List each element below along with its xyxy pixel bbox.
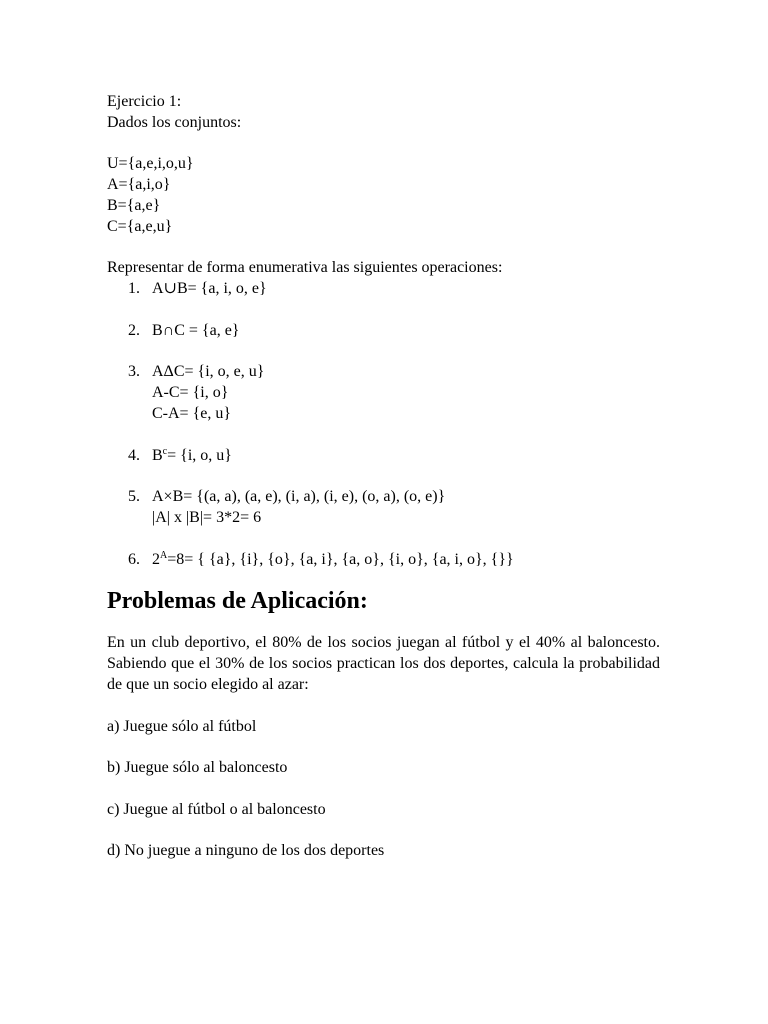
operation-cardinality: |A| x |B|= 3*2= 6 [152, 508, 262, 526]
question-b: b) Juegue sólo al baloncesto [107, 759, 288, 777]
problems-heading-wrap [107, 570, 660, 633]
operation-number: 1. [128, 280, 140, 298]
operation-difference-a-c: A-C= {i, o} [152, 384, 229, 402]
operation-number: 2. [128, 321, 140, 339]
set-a: A={a,i,o} [107, 176, 171, 194]
set-u: U={a,e,i,o,u} [107, 155, 194, 173]
operation-cartesian-product: A×B= {(a, a), (a, e), (i, a), (i, e), (o, a), (o, e)} [152, 488, 446, 506]
exercise-title: Ejercicio 1: [107, 93, 182, 110]
question-c: c) Juegue al fútbol o al baloncesto [107, 800, 326, 818]
problems-heading: Problemas de Aplicación: [107, 588, 368, 615]
operation-intersection: B∩C = {a, e} [152, 321, 240, 339]
spacer [107, 134, 660, 155]
set-c: C={a,e,u} [107, 217, 173, 235]
operation-number: 3. [128, 363, 140, 381]
operation-item-2 [107, 321, 660, 342]
operation-number: 6. [128, 550, 140, 568]
operation-item-3 [107, 362, 660, 424]
power-set-superscript: A [160, 549, 168, 561]
complement-result: = {i, o, u} [167, 446, 232, 464]
spacer [107, 425, 660, 446]
operation-number: 4. [128, 446, 140, 464]
operation-complement [152, 446, 660, 467]
set-definitions [107, 154, 660, 237]
operation-union: A∪B= {a, i, o, e} [152, 280, 267, 298]
document-page [107, 92, 660, 883]
power-set-result: =8= { {a}, {i}, {o}, {a, i}, {a, o}, {i, o}, {a, i, o}, {}} [167, 550, 514, 568]
question-a: a) Juegue sólo al fútbol [107, 717, 257, 735]
question-d: d) No juegue a ninguno de los dos deportes [107, 842, 385, 860]
set-b: B={a,e} [107, 196, 161, 214]
spacer [107, 238, 660, 259]
operation-item-4 [107, 446, 660, 467]
spacer [107, 342, 660, 363]
operation-power-set [152, 550, 660, 571]
operations-list [107, 279, 660, 570]
operation-item-1 [107, 279, 660, 300]
operation-item-6 [107, 550, 660, 571]
power-set-base: 2 [152, 550, 160, 568]
spacer [107, 466, 660, 487]
operation-symmetric-difference: AΔC= {i, o, e, u} [152, 363, 265, 381]
operation-difference-c-a: C-A= {e, u} [152, 404, 232, 422]
operation-number: 5. [128, 488, 140, 506]
exercise-instruction: Representar de forma enumerativa las siguientes operaciones: [107, 259, 503, 277]
complement-base: B [152, 446, 163, 464]
spacer [107, 529, 660, 550]
operation-item-5 [107, 487, 660, 529]
complement-superscript: c [162, 445, 168, 457]
spacer [107, 300, 660, 321]
problem-statement: En un club deportivo, el 80% de los socios juegan al fútbol y el 40% al baloncesto. Sabiendo que el 30% de los socios practican los dos deportes, calcula la probabilidad de que un socio elegido al azar: [107, 634, 660, 693]
exercise-intro: Dados los conjuntos: [107, 113, 242, 131]
